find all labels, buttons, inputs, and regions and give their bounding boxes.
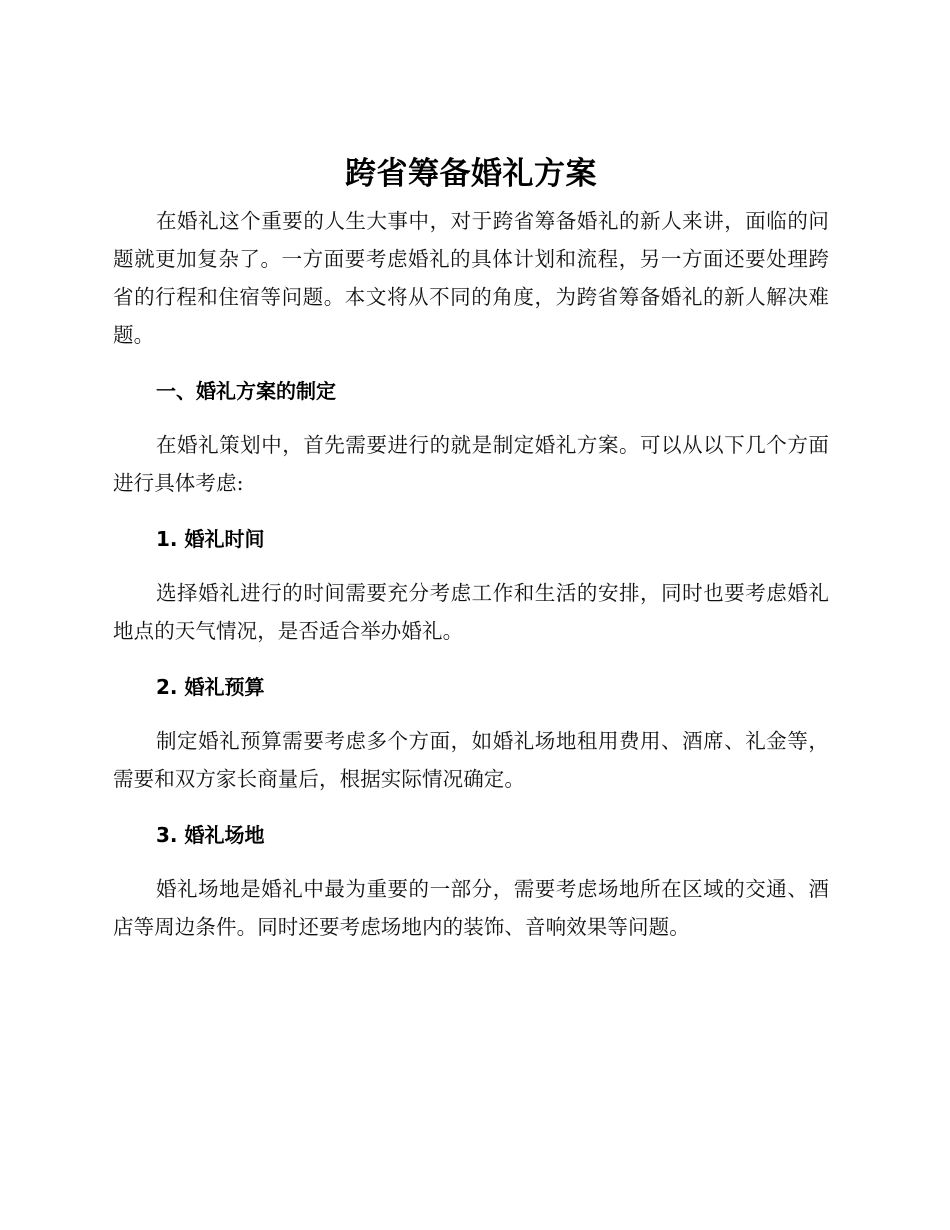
- document-title: 跨省筹备婚礼方案: [345, 156, 597, 192]
- subheading-wedding-time: 1. 婚礼时间: [156, 527, 265, 551]
- paragraph-wedding-venue: 婚礼场地是婚礼中最为重要的一部分，需要考虑场地所在区域的交通、酒店等周边条件。同时还要考虑场地内的装饰、音响效果等问题。: [113, 877, 829, 939]
- document-content: [113, 148, 829, 946]
- section-heading-1: 一、婚礼方案的制定: [156, 379, 336, 403]
- paragraph-wedding-time: 选择婚礼进行的时间需要充分考虑工作和生活的安排，同时也要考虑婚礼地点的天气情况，是否适合举办婚礼。: [113, 581, 829, 643]
- subheading-wedding-budget: 2. 婚礼预算: [156, 675, 265, 699]
- intro-paragraph: 在婚礼这个重要的人生大事中，对于跨省筹备婚礼的新人来讲，面临的问题就更加复杂了。一方面要考虑婚礼的具体计划和流程，另一方面还要处理跨省的行程和住宿等问题。本文将从不同的角度，为跨省筹备婚礼的新人解决难题。: [113, 209, 829, 347]
- subheading-wedding-venue: 3. 婚礼场地: [156, 823, 265, 847]
- paragraph-wedding-budget: 制定婚礼预算需要考虑多个方面，如婚礼场地租用费用、酒席、礼金等，需要和双方家长商量后，根据实际情况确定。: [113, 729, 829, 791]
- section-paragraph-1: 在婚礼策划中，首先需要进行的就是制定婚礼方案。可以从以下几个方面进行具体考虑:: [113, 433, 829, 495]
